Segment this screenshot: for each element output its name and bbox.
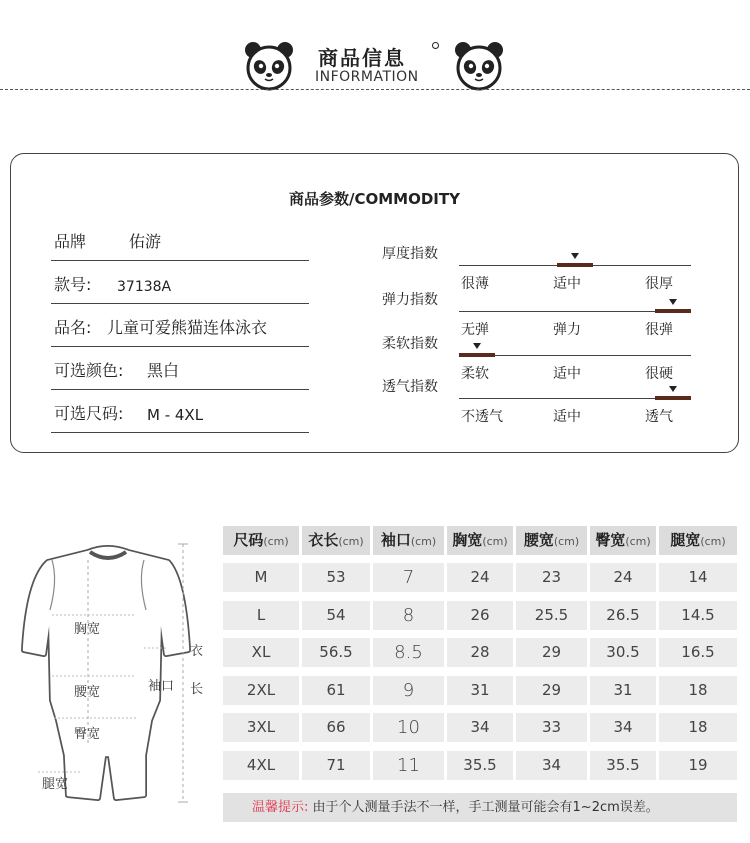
table-cell: 31 — [590, 676, 656, 705]
cuff-label: 袖口 — [148, 679, 175, 694]
table-header-cell — [302, 526, 370, 555]
table-row — [223, 563, 737, 592]
table-row — [223, 751, 737, 780]
table-cell: 3XL — [223, 713, 299, 742]
index-right-label: 很厚 — [645, 276, 673, 292]
tip-label: 温馨提示: — [252, 800, 309, 815]
table-header-cell — [516, 526, 587, 555]
attr-label: 可选尺码: — [54, 404, 124, 423]
table-header-cell — [223, 526, 299, 555]
header-text: 腰宽 — [523, 531, 554, 549]
index-name: 柔软指数 — [382, 336, 438, 352]
table-cell: 14 — [659, 563, 737, 592]
swimsuit-diagram — [8, 540, 220, 810]
header-unit: (cm) — [700, 535, 726, 548]
attr-value: 黑白 — [147, 361, 180, 380]
table-cell: 30.5 — [590, 638, 656, 667]
table-cell: 31 — [447, 676, 513, 705]
index-left-label: 很薄 — [461, 276, 489, 292]
table-cell: 14.5 — [659, 601, 737, 630]
table-cell: 56.5 — [302, 638, 370, 667]
table-cell: 35.5 — [590, 751, 656, 780]
index-mid-label: 适中 — [553, 366, 581, 382]
table-cell: 26 — [447, 601, 513, 630]
attr-label: 可选颜色: — [54, 361, 124, 380]
attr-label: 品名: — [54, 318, 92, 337]
header-subtitle: INFORMATION — [315, 69, 419, 85]
table-cell: 24 — [590, 563, 656, 592]
table-cell: 9 — [373, 676, 444, 705]
table-cell: 34 — [516, 751, 587, 780]
attr-label: 款号: — [54, 275, 92, 294]
attr-value: 37138A — [117, 279, 172, 295]
table-cell: 18 — [659, 713, 737, 742]
table-cell: 61 — [302, 676, 370, 705]
index-level-marker — [459, 353, 495, 357]
header-unit: (cm) — [263, 535, 289, 548]
attr-value: M - 4XL — [147, 406, 204, 424]
swimsuit-outline-icon — [8, 540, 220, 810]
index-name: 厚度指数 — [382, 246, 438, 262]
info-header — [0, 0, 750, 100]
header-unit: (cm) — [410, 535, 437, 548]
table-cell: 33 — [516, 713, 587, 742]
header-divider — [0, 89, 750, 90]
length-label-bottom: 长 — [190, 682, 204, 697]
table-cell: 28 — [447, 638, 513, 667]
table-cell: 7 — [373, 563, 444, 592]
table-cell: 18 — [659, 676, 737, 705]
table-cell: 25.5 — [516, 601, 587, 630]
header-text: 袖口 — [380, 531, 411, 549]
table-cell: 8.5 — [373, 638, 444, 667]
tip-text: 由于个人测量手法不一样，手工测量可能会有1~2cm误差。 — [312, 800, 659, 815]
header-text: 臀宽 — [595, 531, 626, 549]
attr-label: 品牌 — [54, 232, 87, 251]
index-right-label: 透气 — [645, 409, 673, 425]
index-mid-label: 弹力 — [553, 322, 581, 338]
index-mid-label: 适中 — [553, 409, 581, 425]
chest-label: 胸宽 — [74, 622, 101, 637]
table-cell: 8 — [373, 601, 444, 630]
attr-value: 佑游 — [129, 232, 162, 251]
panda-icon — [243, 40, 295, 92]
index-left-label: 无弹 — [461, 322, 489, 338]
attr-value: 儿童可爱熊猫连体泳衣 — [107, 318, 268, 337]
table-cell: 53 — [302, 563, 370, 592]
table-cell: 29 — [516, 676, 587, 705]
table-cell: 4XL — [223, 751, 299, 780]
index-right-label: 很硬 — [645, 366, 673, 382]
table-row — [223, 676, 737, 705]
index-name: 弹力指数 — [382, 292, 438, 308]
table-cell: 2XL — [223, 676, 299, 705]
index-mid-label: 适中 — [553, 276, 581, 292]
triangle-down-icon — [571, 253, 579, 259]
table-cell: XL — [223, 638, 299, 667]
table-cell: 35.5 — [447, 751, 513, 780]
table-cell: 34 — [447, 713, 513, 742]
table-cell: 54 — [302, 601, 370, 630]
header-text: 衣长 — [308, 531, 339, 549]
table-cell: 26.5 — [590, 601, 656, 630]
header-text: 胸宽 — [452, 531, 483, 549]
index-level-marker — [655, 309, 691, 313]
leg-label: 腿宽 — [42, 777, 69, 792]
table-cell: 71 — [302, 751, 370, 780]
attr-row-colors — [51, 347, 309, 390]
waist-label: 腰宽 — [74, 685, 101, 700]
table-cell: 66 — [302, 713, 370, 742]
index-level-marker — [557, 263, 593, 267]
attr-row-brand — [51, 218, 309, 261]
table-cell: 10 — [373, 713, 444, 742]
header-text: 腿宽 — [670, 531, 701, 549]
table-row — [223, 638, 737, 667]
panda-icon — [453, 40, 505, 92]
table-header-row — [223, 526, 737, 555]
table-cell: 29 — [516, 638, 587, 667]
header-unit: (cm) — [338, 535, 364, 548]
attr-row-product-name — [51, 304, 309, 347]
degree-dot-icon — [432, 42, 439, 49]
header-title: 商品信息 — [318, 46, 406, 70]
table-cell: 16.5 — [659, 638, 737, 667]
table-header-cell — [590, 526, 656, 555]
table-cell: 34 — [590, 713, 656, 742]
table-header-cell — [447, 526, 513, 555]
length-label-top: 衣 — [190, 644, 204, 659]
measurement-tip — [223, 793, 737, 822]
table-cell: 11 — [373, 751, 444, 780]
header-unit: (cm) — [553, 535, 580, 548]
hip-label: 臀宽 — [74, 727, 101, 742]
commodity-card — [10, 153, 739, 453]
triangle-down-icon — [669, 299, 677, 305]
table-cell: M — [223, 563, 299, 592]
table-cell: 24 — [447, 563, 513, 592]
header-unit: (cm) — [482, 535, 508, 548]
table-row — [223, 601, 737, 630]
index-left-label: 不透气 — [461, 409, 503, 425]
index-level-marker — [655, 396, 691, 400]
index-name: 透气指数 — [382, 379, 438, 395]
index-right-label: 很弹 — [645, 322, 673, 338]
table-header-cell — [659, 526, 737, 555]
table-cell: L — [223, 601, 299, 630]
header-text: 尺码 — [233, 531, 264, 549]
table-cell: 19 — [659, 751, 737, 780]
table-row — [223, 713, 737, 742]
triangle-down-icon — [669, 386, 677, 392]
table-cell: 23 — [516, 563, 587, 592]
commodity-title: 商品参数/COMMODITY — [289, 190, 460, 208]
table-header-cell — [373, 526, 444, 555]
attr-row-sizes — [51, 390, 309, 433]
index-left-label: 柔软 — [461, 366, 489, 382]
triangle-down-icon — [473, 343, 481, 349]
attr-row-style-no — [51, 261, 309, 304]
header-unit: (cm) — [625, 535, 651, 548]
